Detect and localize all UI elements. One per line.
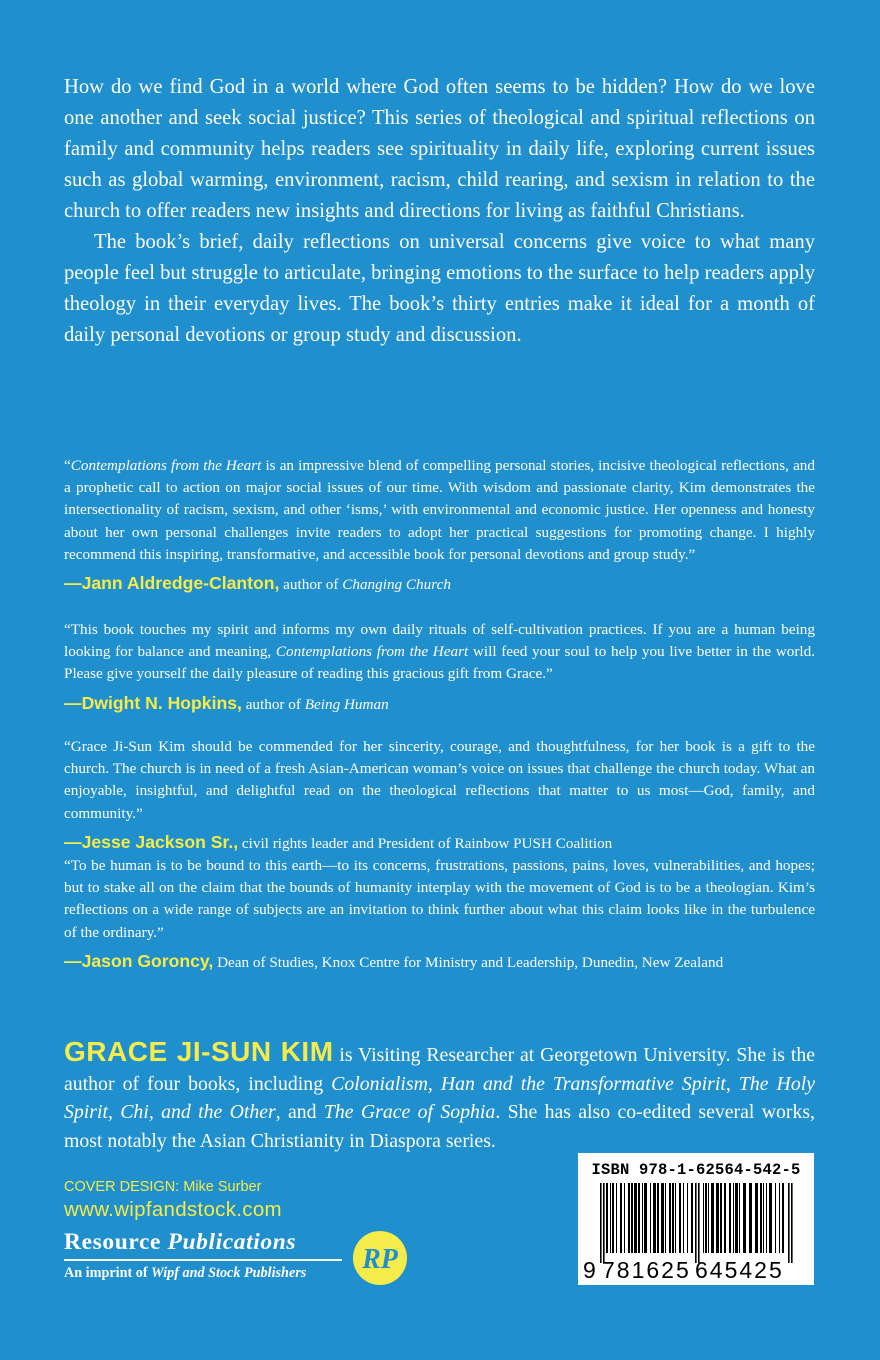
barcode-guard-bar	[791, 1183, 793, 1263]
barcode-bar	[755, 1183, 758, 1253]
cover-design-credit	[64, 1179, 261, 1195]
barcode-digit-group-1: 781625	[602, 1257, 691, 1283]
barcode-guard-bar	[603, 1183, 605, 1263]
endorsement-attribution	[64, 691, 815, 717]
barcode-guard-bar	[788, 1183, 790, 1263]
isbn-barcode	[578, 1153, 814, 1285]
imprint-prefix: An imprint of	[64, 1265, 152, 1281]
barcode-bar	[766, 1183, 767, 1253]
blurb-paragraph-1: How do we find God in a world where God often seems to be hidden? How do we love one another and seek social justice? This series of theological and spiritual reflections on family and community helps readers see spirituality in daily life, exploring current issues such as global warming, environment, racism, child rearing, and sexism in relation to the church to offer readers new insights and directions for living as faithful Christians.	[64, 76, 815, 222]
barcode-bar	[665, 1183, 666, 1253]
author-bio	[64, 1038, 815, 1155]
author-book-2: The Holy Spirit, Chi, and the Other	[64, 1072, 815, 1123]
barcode-bar	[782, 1183, 784, 1253]
blurb-paragraph-2: The book’s brief, daily reflections on universal concerns give voice to what many people feel but struggle to articulate, bringing emotions to the surface to help readers apply theology in their everyday lives. The book’s thirty entries make it ideal for a month of daily personal devotions or group study and discussion.	[64, 231, 815, 346]
barcode-bar	[687, 1183, 688, 1253]
barcode-bar	[642, 1183, 643, 1253]
endorser-book-title: Being Human	[304, 695, 389, 713]
barcode-guard-bar	[698, 1183, 700, 1263]
author-bio-separator-1: ,	[725, 1072, 739, 1095]
isbn-label: ISBN 978-1-62564-542-5	[591, 1161, 801, 1179]
quote-mark: “	[64, 457, 71, 474]
endorsement-goroncy	[64, 855, 815, 975]
barcode-bar	[779, 1183, 780, 1253]
quote-body-start: “This book touches my spirit and informs my own daily rituals of self-cultivation practices. If you are a human being looking for balance and meaning,	[64, 621, 815, 661]
imprint-line	[64, 1265, 306, 1282]
endorser-name: —Jason Goroncy,	[64, 950, 214, 971]
barcode-bar	[672, 1183, 674, 1253]
barcode-bar	[760, 1183, 762, 1253]
endorser-role-prefix: author of	[279, 576, 343, 594]
publisher-divider	[64, 1259, 342, 1261]
book-title: Contemplations from the Heart	[275, 643, 469, 661]
publisher-word-2: Publications	[167, 1229, 297, 1255]
barcode-bar	[616, 1183, 617, 1253]
barcode-bar	[628, 1183, 630, 1253]
author-book-1: Colonialism, Han and the Transformative Spirit	[331, 1072, 726, 1095]
barcode-bar	[733, 1183, 734, 1253]
cover-designer-name: Mike Surber	[179, 1179, 262, 1195]
endorsement-text	[64, 455, 815, 566]
endorsement-attribution	[64, 571, 815, 597]
barcode-digit-lead: 9	[583, 1257, 596, 1283]
cover-design-label: COVER DESIGN:	[64, 1179, 180, 1195]
barcode-bar	[720, 1183, 722, 1253]
endorser-book-title: Changing Church	[342, 576, 451, 594]
barcode-bar	[703, 1183, 704, 1253]
endorsement-hopkins	[64, 619, 815, 717]
endorser-name: —Jesse Jackson Sr.,	[64, 831, 239, 852]
endorsement-aldredge-clanton	[64, 455, 815, 597]
barcode-bar	[606, 1183, 608, 1253]
barcode-bar	[661, 1183, 664, 1253]
barcode-bar	[739, 1183, 740, 1253]
barcode-bar	[735, 1183, 738, 1253]
author-bio-separator-2: , and	[275, 1101, 324, 1123]
barcode-guard-bar	[600, 1183, 602, 1263]
barcode-bar	[657, 1183, 659, 1253]
barcode-bar	[775, 1183, 776, 1253]
imprint-name: Wipf and Stock Publishers	[151, 1265, 307, 1281]
author-bio-part-2: . She has also co-edited several works, most notably the Asian Christianity in Diaspora series.	[64, 1101, 816, 1152]
barcode-bar	[634, 1183, 637, 1253]
barcode-bar	[729, 1183, 731, 1253]
barcode-bar	[612, 1183, 614, 1253]
endorsement-text: “To be human is to be bound to this earth—to its concerns, frustrations, passions, pains, loves, vulnerabilities, and hopes; but to stake all on the claim that the bounds of humanity interplay with the movement of God is to be a theologian. Kim’s reflections on a wide range of subjects are an invitation to think further about what this claim looks like in the turbulence of the ordinary.”	[64, 857, 815, 941]
barcode-bar	[679, 1183, 681, 1253]
barcode-bar	[631, 1183, 633, 1253]
endorser-name: —Dwight N. Hopkins,	[64, 692, 242, 713]
barcode-bar	[749, 1183, 752, 1253]
barcode-bar	[653, 1183, 656, 1253]
barcode-bar	[708, 1183, 709, 1253]
barcode-guard-bar	[695, 1183, 697, 1263]
barcode-bar	[669, 1183, 671, 1253]
endorsement-attribution	[64, 830, 815, 856]
barcode-bar	[743, 1183, 746, 1253]
barcode-bar	[683, 1183, 684, 1253]
barcode-bar	[650, 1183, 651, 1253]
author-bio-part-1: is Visiting Researcher at Georgetown University. She is the author of four books, including	[64, 1044, 815, 1095]
barcode-bar	[675, 1183, 676, 1253]
barcode-digit-group-2: 645425	[695, 1257, 784, 1283]
barcode-bar	[711, 1183, 714, 1253]
barcode-bar	[624, 1183, 625, 1253]
endorser-role: Dean of Studies, Knox Centre for Ministry and Leadership, Dunedin, New Zealand	[213, 953, 724, 971]
barcode-bar	[705, 1183, 707, 1253]
book-title: Contemplations from the Heart	[70, 457, 262, 474]
barcode-bar	[620, 1183, 622, 1253]
author-book-3: The Grace of Sophia	[323, 1101, 496, 1123]
publisher-word-1: Resource	[64, 1229, 168, 1255]
endorser-role: civil rights leader and President of Rainbow PUSH Coalition	[238, 834, 613, 852]
barcode-bar	[610, 1183, 611, 1253]
endorsement-jackson	[64, 736, 815, 856]
endorser-role-prefix: author of	[241, 695, 305, 713]
rp-logo-icon	[350, 1230, 410, 1286]
barcode-bar	[724, 1183, 726, 1253]
quote-body-end: will feed your soul to help you live better in the world. Please give yourself the daily pleasure of reading this gracious gift from Grace.”	[64, 643, 815, 683]
endorsement-text	[64, 619, 815, 686]
barcode-bar	[691, 1183, 693, 1253]
barcode-bar	[638, 1183, 640, 1253]
quote-body: is an impressive blend of compelling personal stories, incisive theological reflections, and a prophetic call to action on major social issues of our time. With wisdom and passionate clarity, Kim demonstrates the intersectionality of racism, sexism, and other ‘isms,’ with environmental and economic justice. Her openness and honesty about her own personal challenges invite readers to adopt her practical suggestions for promoting change. I highly recommend this inspiring, transformative, and accessible book for personal devotions and group study.”	[64, 457, 815, 563]
endorsement-text: “Grace Ji-Sun Kim should be commended for her sincerity, courage, and thoughtfulness, for her book is a gift to the church. The church is in need of a fresh Asian-American woman’s voice on issues that challenge the church today. What an enjoyable, insightful, and delightful read on the theological reflections that matter to us most—God, family, and community.”	[64, 738, 815, 822]
endorsement-attribution	[64, 949, 815, 975]
back-cover-blurb	[64, 72, 815, 351]
publisher-website[interactable]: www.wipfandstock.com	[64, 1198, 282, 1221]
barcode-bar	[763, 1183, 764, 1253]
barcode-bar	[769, 1183, 772, 1253]
barcode-bar	[644, 1183, 647, 1253]
rp-logo-text: RP	[362, 1244, 398, 1275]
publisher-name	[64, 1229, 296, 1256]
barcode-bar	[716, 1183, 719, 1253]
endorser-name: —Jann Aldredge-Clanton,	[64, 573, 280, 594]
author-name: GRACE JI-SUN KIM	[64, 1036, 334, 1067]
